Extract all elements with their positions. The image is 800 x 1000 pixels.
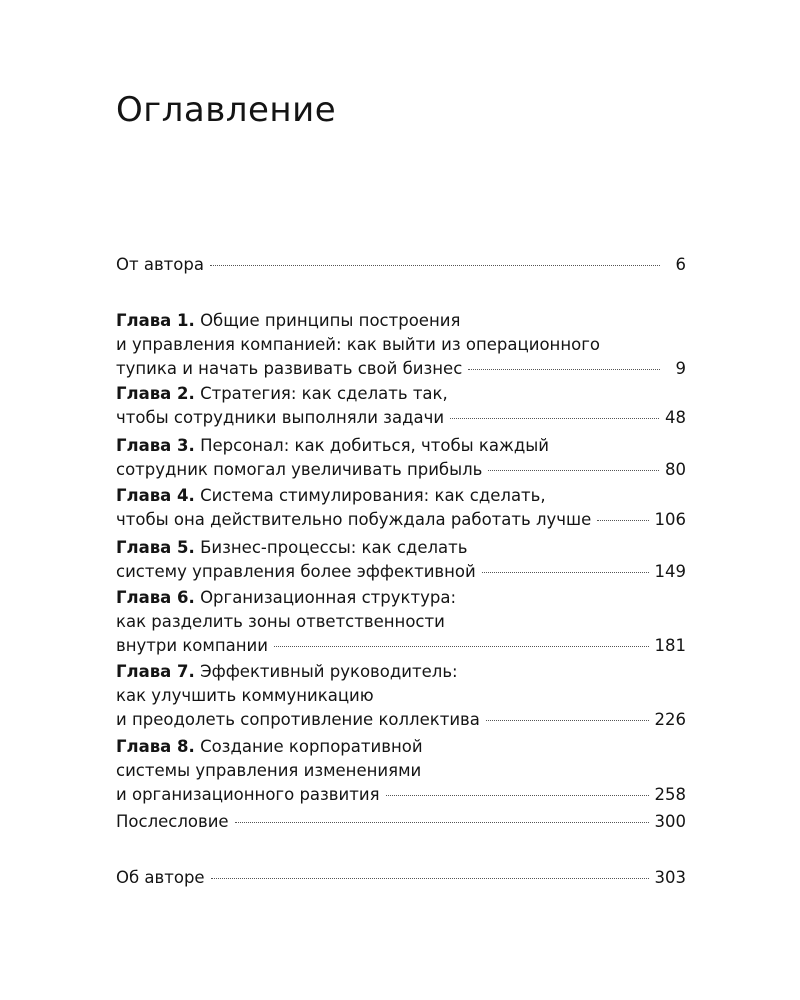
entry-text: Эффективный руководитель: — [200, 662, 458, 681]
toc-entry-line — [116, 708, 686, 732]
entry-text: Организационная структура: — [200, 588, 457, 607]
entry-text: Система стимулирования: как сделать, — [200, 486, 546, 505]
toc-entry-line — [116, 660, 686, 684]
toc-entry-line — [116, 382, 686, 406]
toc-entry-line — [116, 560, 686, 584]
toc-entry-line — [116, 634, 686, 658]
chapter-label: Глава 8. — [116, 737, 195, 756]
chapter-label: Глава 6. — [116, 588, 195, 607]
dot-leader — [468, 369, 660, 370]
toc-entry-line — [116, 253, 686, 277]
toc-entry-line — [116, 783, 686, 807]
dot-leader — [597, 520, 648, 521]
page-number: 303 — [654, 868, 686, 887]
page-title: Оглавление — [116, 90, 337, 130]
page-number: 9 — [675, 359, 686, 378]
entry-text: тупика и начать развивать свой бизнес — [116, 359, 463, 378]
entry-text: От автора — [116, 255, 204, 274]
dot-leader — [235, 822, 649, 823]
toc-entry-line — [116, 406, 686, 430]
toc-entry-chapter-7[interactable] — [116, 660, 686, 732]
entry-text: системы управления изменениями — [116, 761, 422, 780]
toc-entry-chapter-2[interactable] — [116, 382, 686, 430]
entry-text: чтобы сотрудники выполняли задачи — [116, 408, 445, 427]
page-number: 106 — [654, 510, 686, 529]
toc-entry-about-author[interactable] — [116, 866, 686, 890]
dot-leader — [450, 418, 659, 419]
toc-entry-line — [116, 508, 686, 532]
toc-entry-chapter-4[interactable] — [116, 484, 686, 532]
entry-text: чтобы она действительно побуждала работать лучше — [116, 510, 592, 529]
toc-entry-line — [116, 735, 686, 759]
page-number: 258 — [654, 785, 686, 804]
page-number: 181 — [654, 636, 686, 655]
toc-entry-chapter-8[interactable] — [116, 735, 686, 807]
dot-leader — [488, 470, 659, 471]
toc-entry-afterword[interactable] — [116, 810, 686, 834]
toc-entry-line — [116, 357, 686, 381]
toc-entry-chapter-5[interactable] — [116, 536, 686, 584]
toc-entry-line — [116, 309, 686, 333]
dot-leader — [211, 878, 649, 879]
entry-text: систему управления более эффективной — [116, 562, 476, 581]
page-number: 300 — [654, 812, 686, 831]
toc-entry-chapter-3[interactable] — [116, 434, 686, 482]
entry-text: как разделить зоны ответственности — [116, 612, 445, 631]
page-number: 80 — [665, 460, 686, 479]
entry-text: Бизнес-процессы: как сделать — [200, 538, 468, 557]
toc-entry-line — [116, 333, 686, 357]
entry-text: и организационного развития — [116, 785, 380, 804]
toc-entry-line — [116, 586, 686, 610]
chapter-label: Глава 4. — [116, 486, 195, 505]
toc-entry-line — [116, 536, 686, 560]
entry-text: Создание корпоративной — [200, 737, 423, 756]
toc-entry-chapter-1[interactable] — [116, 309, 686, 381]
entry-text: Послесловие — [116, 812, 229, 831]
dot-leader — [482, 572, 649, 573]
toc-entry-line — [116, 759, 686, 783]
toc-entry-line — [116, 810, 686, 834]
entry-text: сотрудник помогал увеличивать прибыль — [116, 460, 483, 479]
toc-entry-line — [116, 458, 686, 482]
entry-text: Общие принципы построения — [200, 311, 461, 330]
entry-text: как улучшить коммуникацию — [116, 686, 374, 705]
page-number: 226 — [654, 710, 686, 729]
dot-leader — [486, 720, 649, 721]
entry-text: Стратегия: как сделать так, — [200, 384, 448, 403]
chapter-label: Глава 3. — [116, 436, 195, 455]
toc-entry-line — [116, 434, 686, 458]
dot-leader — [386, 795, 649, 796]
chapter-label: Глава 5. — [116, 538, 195, 557]
entry-text: и управления компанией: как выйти из операционного — [116, 335, 600, 354]
page-number: 149 — [654, 562, 686, 581]
page-number: 48 — [665, 408, 686, 427]
toc-entry-line — [116, 610, 686, 634]
toc-entry-author-preface[interactable] — [116, 253, 686, 277]
dot-leader — [210, 265, 660, 266]
entry-text: и преодолеть сопротивление коллектива — [116, 710, 480, 729]
toc-entry-line — [116, 866, 686, 890]
dot-leader — [274, 646, 649, 647]
toc-entry-line — [116, 684, 686, 708]
entry-text: Об авторе — [116, 868, 205, 887]
chapter-label: Глава 1. — [116, 311, 195, 330]
chapter-label: Глава 2. — [116, 384, 195, 403]
entry-text: внутри компании — [116, 636, 268, 655]
toc-entry-chapter-6[interactable] — [116, 586, 686, 658]
entry-text: Персонал: как добиться, чтобы каждый — [200, 436, 550, 455]
chapter-label: Глава 7. — [116, 662, 195, 681]
page-number: 6 — [675, 255, 686, 274]
toc-entry-line — [116, 484, 686, 508]
